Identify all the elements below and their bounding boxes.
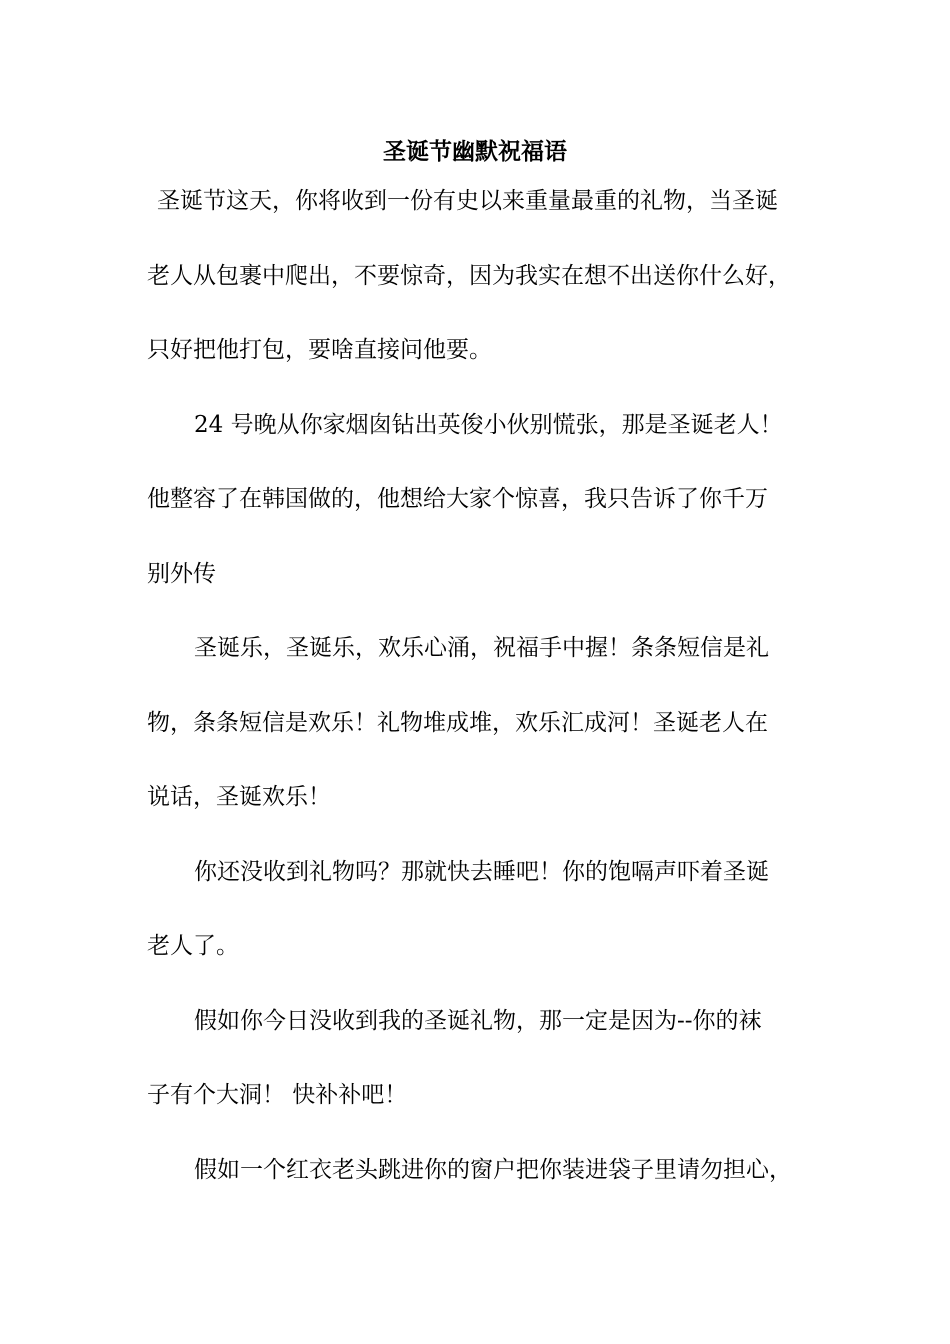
paragraph-6 [147, 1150, 807, 1225]
paragraph-line: 只好把他打包，要啥直接问他要。 [147, 337, 492, 363]
paragraph-line: 老人从包裹中爬出，不要惊奇，因为我实在想不出送你什么好， [147, 262, 791, 289]
document-body [147, 181, 807, 1224]
paragraph-line: 假如你今日没收到我的圣诞礼物，那一定是因为--你的袜 [194, 1007, 762, 1034]
paragraph-line: 说话，圣诞欢乐！ [147, 784, 331, 810]
paragraph-line: 老人了。 [147, 933, 239, 959]
paragraph-line: 他整容了在韩国做的，他想给大家个惊喜，我只告诉了你千万 [147, 486, 768, 512]
paragraph-3 [147, 628, 807, 852]
paragraph-line: 假如一个红衣老头跳进你的窗户把你装进袋子里请勿担心， [194, 1156, 792, 1183]
paragraph-2 [147, 405, 807, 629]
paragraph-1 [147, 181, 807, 405]
paragraph-line: 圣诞乐，圣诞乐，欢乐心涌，祝福手中握！条条短信是礼 [194, 635, 769, 661]
document-title: 圣诞节幽默祝福语 [383, 138, 567, 165]
paragraph-line: 圣诞节这天，你将收到一份有史以来重量最重的礼物，当圣诞 [157, 188, 778, 214]
paragraph-4 [147, 852, 807, 1001]
paragraph-5 [147, 1001, 807, 1150]
paragraph-line: 别外传 [147, 560, 216, 587]
paragraph-line: 子有个大洞！ 快补补吧！ [147, 1082, 408, 1108]
paragraph-line: 你还没收到礼物吗？那就快去睡吧！你的饱嗝声吓着圣诞 [194, 858, 769, 885]
paragraph-line: 物，条条短信是欢乐！礼物堆成堆，欢乐汇成河！圣诞老人在 [147, 709, 768, 736]
paragraph-line: 24 号晚从你家烟囱钻出英俊小伙别慌张，那是圣诞老人！ [194, 411, 783, 438]
